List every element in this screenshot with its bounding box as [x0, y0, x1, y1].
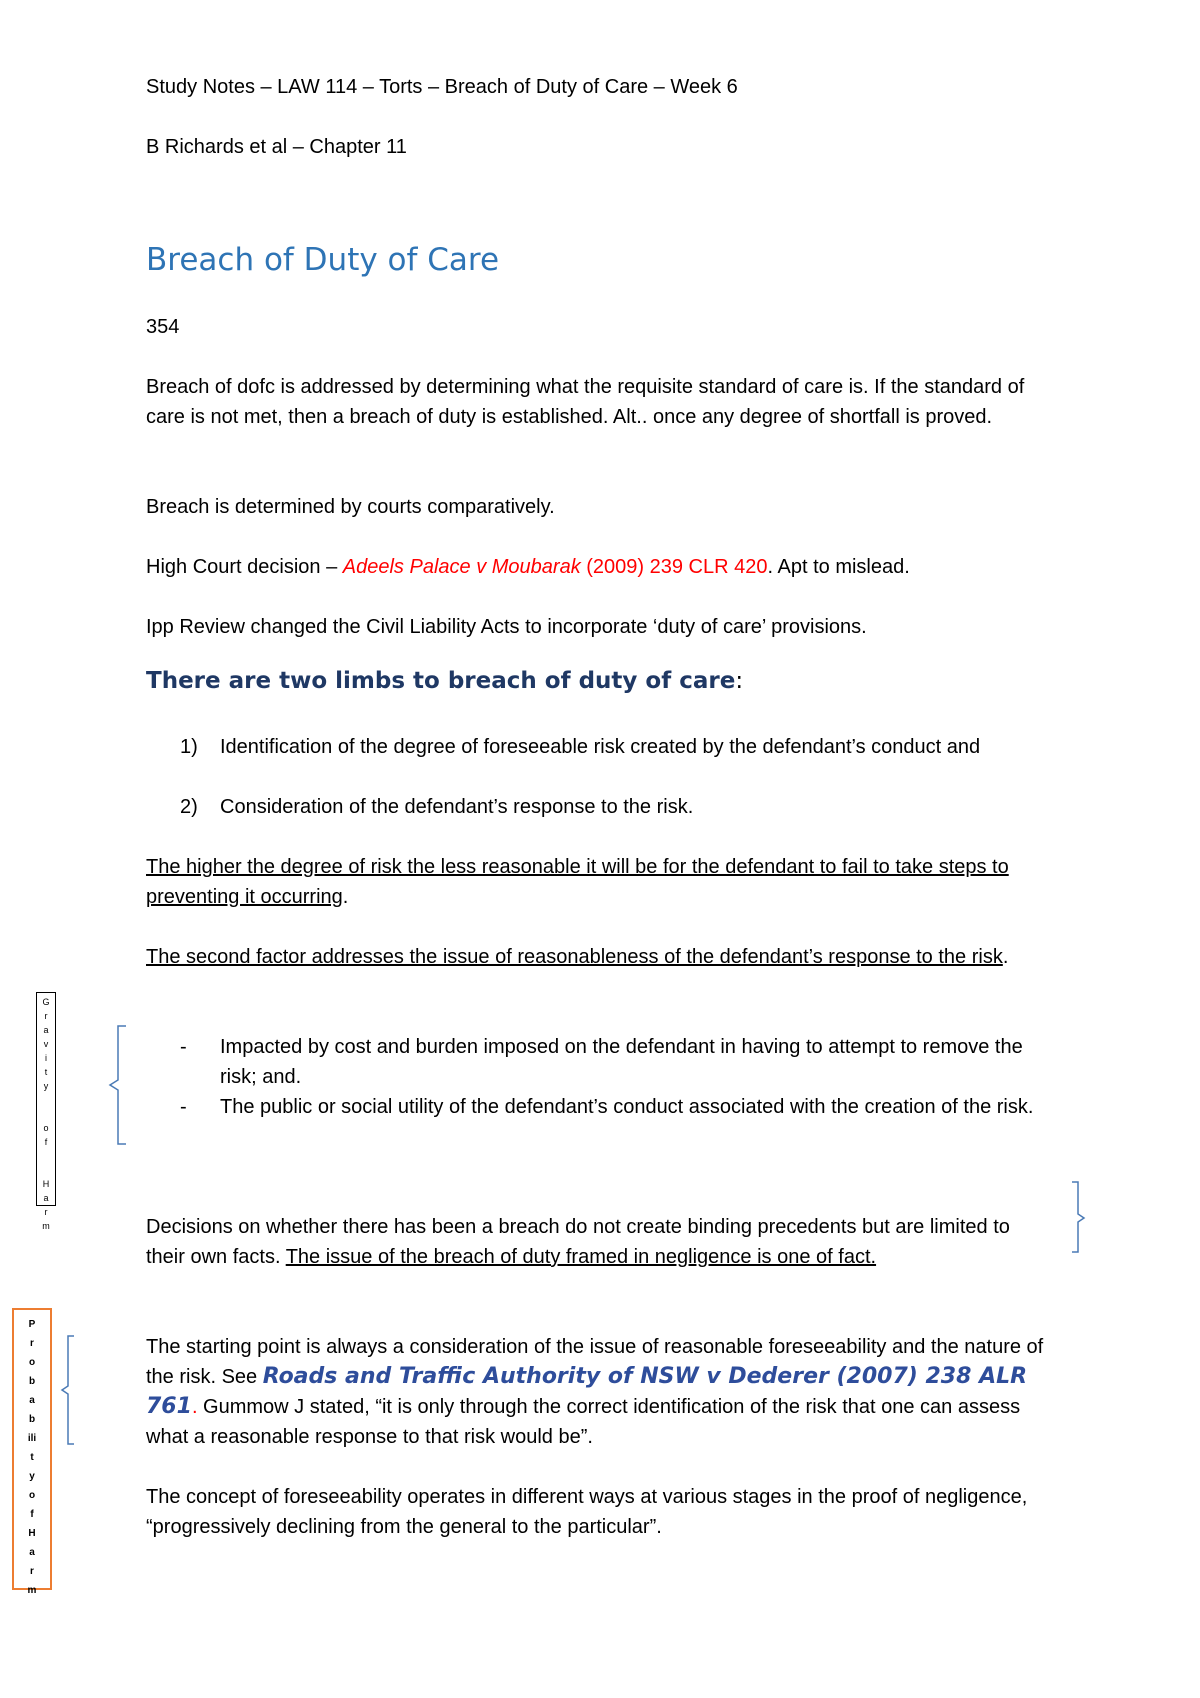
paragraph-decisions: [146, 1212, 1046, 1272]
probability-of-harm-note: [12, 1308, 52, 1596]
limbs-heading-text: There are two limbs to breach of duty of care: [146, 668, 736, 694]
decisions-underlined-text: The issue of the breach of duty framed in negligence is one of fact.: [285, 1246, 877, 1268]
dash-bullet: -: [180, 1036, 187, 1058]
list-text: Impacted by cost and burden imposed on the defendant in having to attempt to remove the risk; and.: [220, 1036, 1023, 1088]
list-number: 1): [180, 736, 198, 758]
paragraph-high-court: [146, 552, 910, 582]
paragraph-comparative: Breach is determined by courts comparatively.: [146, 496, 555, 518]
paragraph-starting-point: [146, 1332, 1066, 1452]
main-heading: Breach of Duty of Care: [146, 242, 500, 278]
risk-statement-text: The higher the degree of risk the less reasonable it will be for the defendant to fail to take steps to preventing it occurring: [146, 856, 1009, 908]
high-court-suffix: . Apt to mislead.: [767, 556, 910, 578]
gravity-of-harm-note: [36, 992, 56, 1231]
second-factor-end: .: [1002, 946, 1009, 968]
probability-bracket: [60, 1334, 76, 1446]
paragraph-foreseeability-concept: The concept of foreseeability operates in different ways at various stages in the proof of negligence, “progressively declining from the general to the particular”.: [146, 1486, 1028, 1538]
second-factor-text: The second factor addresses the issue of reasonableness of the defendant’s response to the risk: [146, 946, 1003, 968]
limbs-heading-colon: :: [735, 668, 744, 694]
source-line: B Richards et al – Chapter 11: [146, 136, 407, 158]
limbs-heading: [146, 668, 743, 694]
list-item: [180, 1032, 1060, 1092]
paragraph-ipp-review: Ipp Review changed the Civil Liability Acts to incorporate ‘duty of care’ provisions.: [146, 616, 867, 638]
list-text: Consideration of the defendant’s response to the risk.: [220, 796, 694, 818]
underlined-second-factor: [146, 942, 1066, 972]
gravity-bracket: [106, 1024, 130, 1146]
decisions-plain-text: Decisions on whether there has been a breach do not create binding precedents but are limited to their own facts.: [146, 1216, 1010, 1268]
list-text: The public or social utility of the defendant’s conduct associated with the creation of the risk.: [220, 1096, 1034, 1118]
risk-statement-end: .: [342, 886, 349, 908]
list-item: [180, 1092, 1060, 1122]
underlined-risk-statement: [146, 852, 1066, 912]
starting-point-suffix: Gummow J stated, “it is only through the correct identification of the risk that one can assess what a reasonable response to that risk would be”.: [146, 1396, 1021, 1448]
case-adeels-palace: Adeels Palace v Moubarak: [342, 556, 581, 578]
page-reference: 354: [146, 316, 180, 338]
list-item: [180, 792, 1060, 822]
list-number: 2): [180, 796, 198, 818]
list-item: [180, 732, 1060, 762]
case-dederer-dot: .: [191, 1396, 198, 1418]
doc-title-line: Study Notes – LAW 114 – Torts – Breach of Duty of Care – Week 6: [146, 76, 738, 98]
gravity-note-text: G r a v i t y o f H a r m: [42, 997, 50, 1231]
case-rta-v-dederer: Roads and Traffic Authority of NSW v Dederer (2007) 238 ALR 761: [146, 1364, 1028, 1419]
probability-note-text: P r o b a b ili t y o f H a r m: [27, 1319, 37, 1596]
starting-point-prefix: The starting point is always a consideration of the issue of reasonable foreseeability and the nature of the risk. See: [146, 1336, 1044, 1388]
paragraph-standard-of-care: Breach of dofc is addressed by determining what the requisite standard of care is. If the standard of care is not met, then a breach of duty is established. Alt.. once any degree of shortfall is proved.: [146, 376, 1025, 428]
list-text: Identification of the degree of foreseeable risk created by the defendant’s conduct and: [220, 736, 981, 758]
high-court-prefix: High Court decision –: [146, 556, 343, 578]
decisions-bracket: [1070, 1180, 1090, 1254]
case-adeels-citation: (2009) 239 CLR 420: [580, 556, 768, 578]
dash-bullet: -: [180, 1096, 187, 1118]
